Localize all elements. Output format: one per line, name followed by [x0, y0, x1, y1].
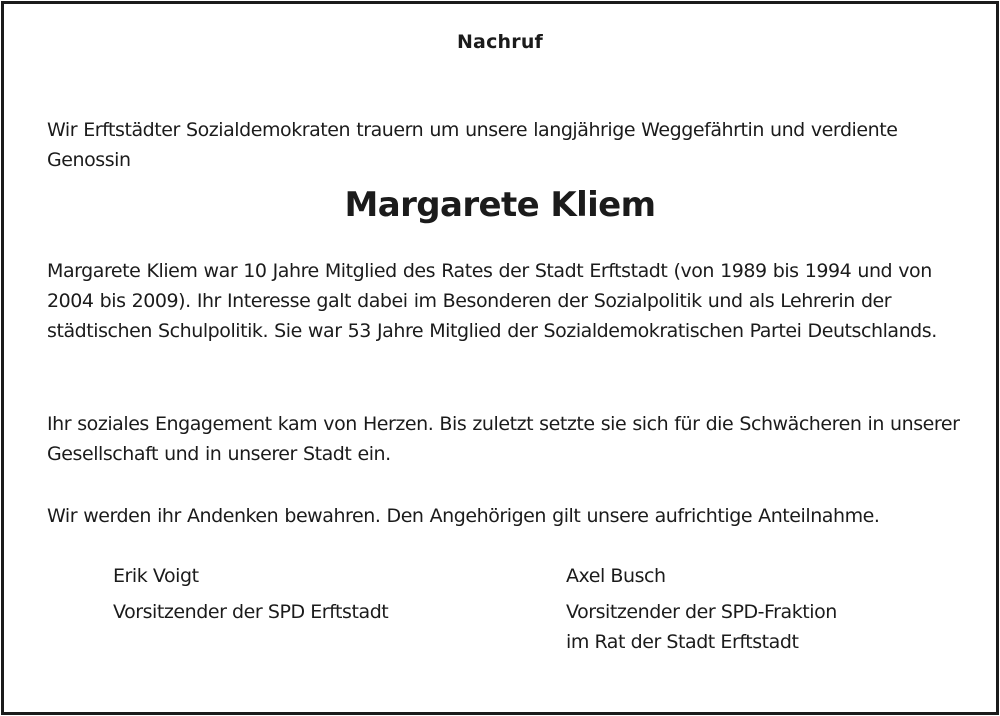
intro-paragraph: Wir Erftstädter Sozialdemokraten trauern um unsere langjährige Weggefährtin und verdiente Genossin	[47, 119, 898, 171]
signatory-right	[566, 561, 837, 657]
signatory-role	[113, 597, 388, 627]
engagement-paragraph: Ihr soziales Engagement kam von Herzen. Bis zuletzt setzte sie sich für die Schwächeren in unserer Gesellschaft und in unserer Stadt ein.	[47, 413, 960, 465]
signatory-role	[566, 597, 837, 657]
closing-paragraph: Wir werden ihr Andenken bewahren. Den Angehörigen gilt unsere aufrichtige Anteilnahme.	[47, 505, 880, 527]
notice-heading: Nachruf	[456, 31, 544, 53]
signatory-role-line: Vorsitzender der SPD-Fraktion	[566, 601, 837, 623]
biography-paragraph: Margarete Kliem war 10 Jahre Mitglied des Rates der Stadt Erftstadt (von 1989 bis 1994 und von 2004 bis 2009). Ihr Interesse galt dabei im Besonderen der Sozialpolitik und als Lehrerin der städtischen Schulpolitik. Sie war 53 Jahre Mitglied der Sozialdemokratischen Partei Deutschlands.	[47, 260, 937, 342]
signatory-left	[113, 561, 388, 627]
deceased-name: Margarete Kliem	[344, 185, 656, 225]
signatory-name: Axel Busch	[566, 565, 666, 587]
signatory-role-line: Vorsitzender der SPD Erftstadt	[113, 601, 389, 623]
signatory-name: Erik Voigt	[113, 565, 199, 587]
signatory-role-line: im Rat der Stadt Erftstadt	[566, 631, 799, 653]
